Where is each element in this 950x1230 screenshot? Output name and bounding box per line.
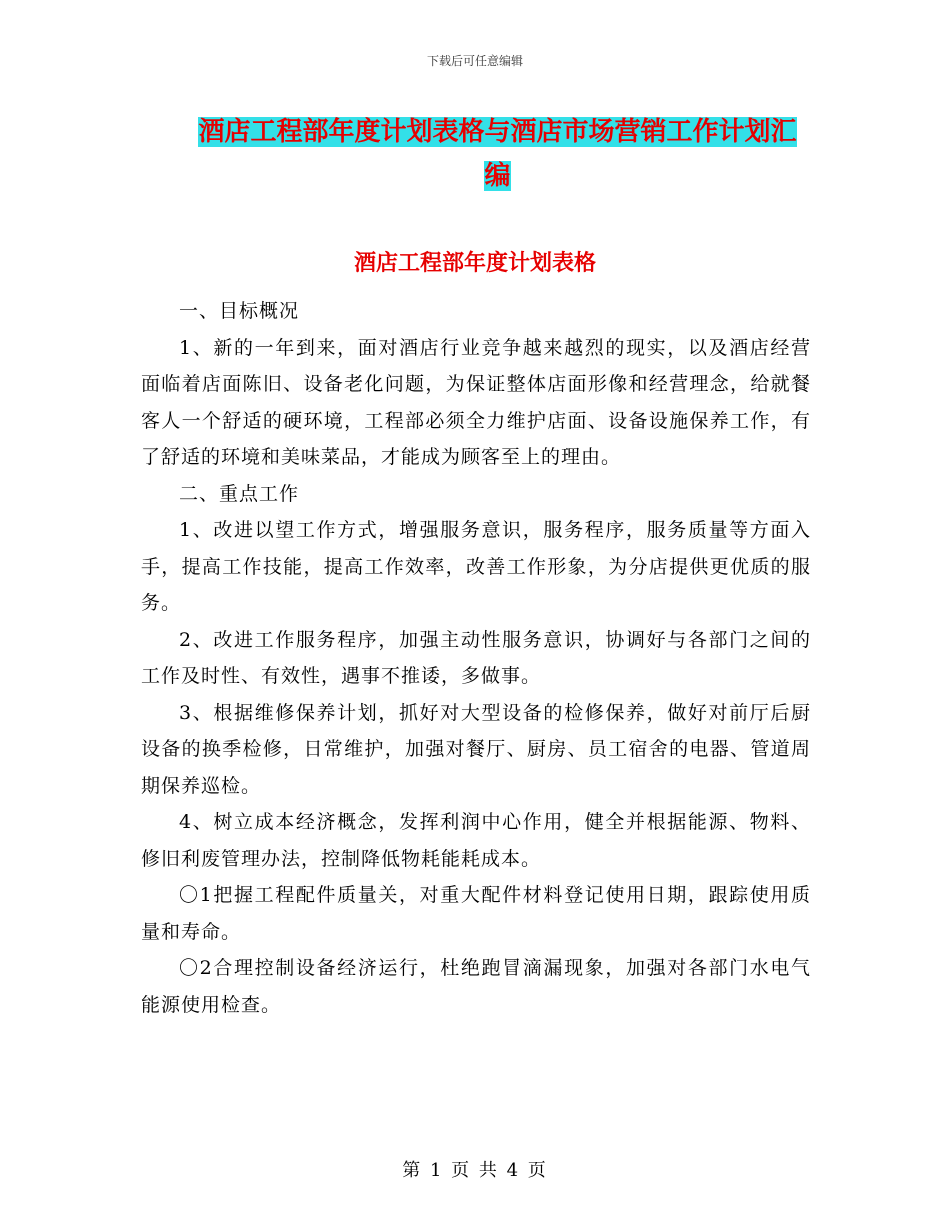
- paragraph: 1、新的一年到来，面对酒店行业竞争越来越烈的现实，以及酒店经营面临着店面陈旧、设备老化问题，为保证整体店面形像和经营理念，给就餐客人一个舒适的硬环境，工程部必须全力维护店面、设备设施保养工作，有了舒适的环境和美味菜品，才能成为顾客至上的理由。: [141, 336, 811, 468]
- header-note: 下载后可任意编辑: [426, 54, 523, 68]
- paragraph: 〇1把握工程配件质量关，对重大配件材料登记使用日期，跟踪使用质量和寿命。: [141, 884, 811, 943]
- document-title-line-2: 编: [484, 161, 511, 191]
- paragraph: 1、改进以望工作方式，增强服务意识，服务程序，服务质量等方面入手，提高工作技能，提高工作效率，改善工作形象，为分店提供更优质的服务。: [141, 519, 811, 614]
- paragraph: 〇2合理控制设备经济运行，杜绝跑冒滴漏现象，加强对各部门水电气能源使用检查。: [141, 957, 811, 1016]
- paragraph: 3、根据维修保养计划，抓好对大型设备的检修保养，做好对前厅后厨设备的换季检修，日常维护，加强对餐厅、厨房、员工宿舍的电器、管道周期保养巡检。: [141, 701, 811, 797]
- heading-key-work: 二、重点工作: [179, 482, 300, 505]
- document-title: [185, 110, 810, 198]
- paragraph: 4、树立成本经济概念，发挥利润中心作用，健全并根据能源、物料、修旧利废管理办法，控制降低物耗能耗成本。: [141, 811, 811, 870]
- paragraph: 2、改进工作服务程序，加强主动性服务意识，协调好与各部门之间的工作及时性、有效性，遇事不推诿，多做事。: [141, 628, 811, 687]
- document-body: [141, 293, 811, 1023]
- heading-goals: 一、目标概况: [179, 300, 300, 322]
- document-title-line-1: 酒店工程部年度计划表格与酒店市场营销工作计划汇: [198, 117, 797, 147]
- page-number-footer: 第 1 页 共 4 页: [402, 1160, 548, 1181]
- section-title: 酒店工程部年度计划表格: [353, 250, 596, 276]
